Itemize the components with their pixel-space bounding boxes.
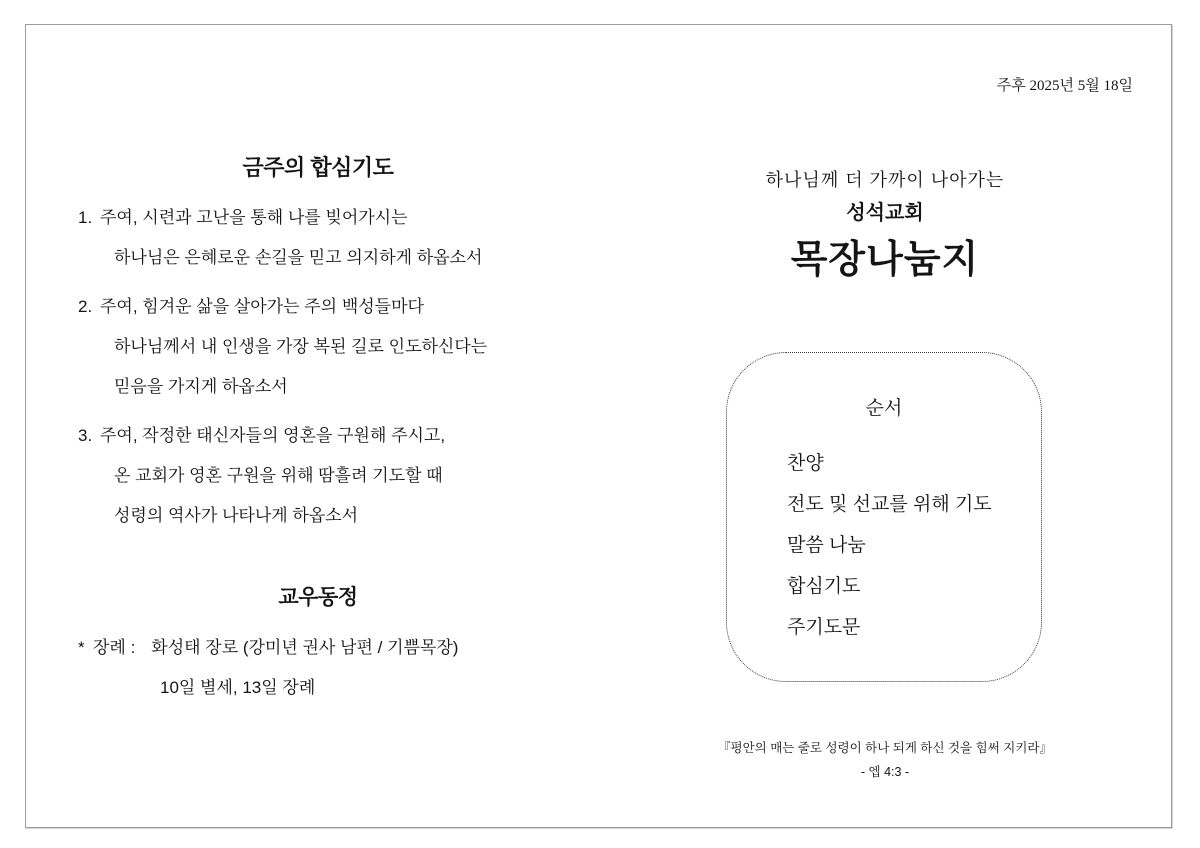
order-heading: 순서 (865, 398, 903, 419)
news-bullet: * (78, 638, 85, 657)
news-line (78, 628, 578, 668)
prayer-list (78, 198, 578, 545)
prayer-heading: 금주의 합심기도 (242, 155, 394, 180)
prayer-text: 주여, 작정한 태신자들의 영혼을 구원해 주시고, (100, 426, 446, 445)
prayer-item-3 (78, 416, 578, 536)
order-list (787, 443, 992, 648)
prayer-number: 2. (78, 297, 93, 316)
prayer-line (78, 287, 578, 327)
order-item: 말씀 나눔 (787, 535, 866, 556)
prayer-line: 믿음을 가지게 하옵소서 (114, 377, 288, 396)
prayer-line: 하나님은 은혜로운 손길을 믿고 의지하게 하옵소서 (114, 248, 483, 267)
bible-verse: 『평안의 매는 줄로 성령이 하나 되게 하신 것을 힘써 지키라』 (718, 741, 1052, 755)
prayer-text: 주여, 시련과 고난을 통해 나를 빚어가시는 (100, 208, 408, 227)
order-box (726, 352, 1042, 682)
prayer-number: 1. (78, 208, 93, 227)
cover-slogan: 하나님께 더 가까이 나아가는 (765, 170, 1005, 190)
order-item: 전도 및 선교를 위해 기도 (787, 494, 992, 515)
prayer-line (78, 198, 578, 238)
bulletin-title: 목장나눔지 (790, 239, 980, 281)
order-item: 주기도문 (787, 617, 861, 638)
news-text: 화성태 장로 (강미년 권사 남편 / 기쁨목장) (151, 638, 459, 657)
news-heading: 교우동정 (278, 586, 358, 609)
news-entry (78, 628, 578, 708)
verse-reference: - 엡 4:3 - (860, 765, 910, 779)
prayer-line: 온 교회가 영혼 구원을 위해 땀흘려 기도할 때 (114, 466, 443, 485)
prayer-item-1 (78, 198, 578, 278)
prayer-text: 주여, 힘겨운 삶을 살아가는 주의 백성들마다 (100, 297, 424, 316)
prayer-item-2 (78, 287, 578, 407)
prayer-line (78, 416, 578, 456)
church-name: 성석교회 (846, 202, 924, 224)
service-date: 주후 2025년 5월 18일 (996, 78, 1133, 94)
order-item: 합심기도 (787, 576, 861, 597)
prayer-number: 3. (78, 426, 93, 445)
news-detail: 10일 별세, 13일 장례 (160, 678, 316, 697)
prayer-line: 하나님께서 내 인생을 가장 복된 길로 인도하신다는 (114, 337, 488, 356)
order-item: 찬양 (787, 453, 824, 474)
news-label: 장례 : (93, 638, 136, 657)
prayer-line: 성령의 역사가 나타나게 하옵소서 (114, 506, 359, 525)
